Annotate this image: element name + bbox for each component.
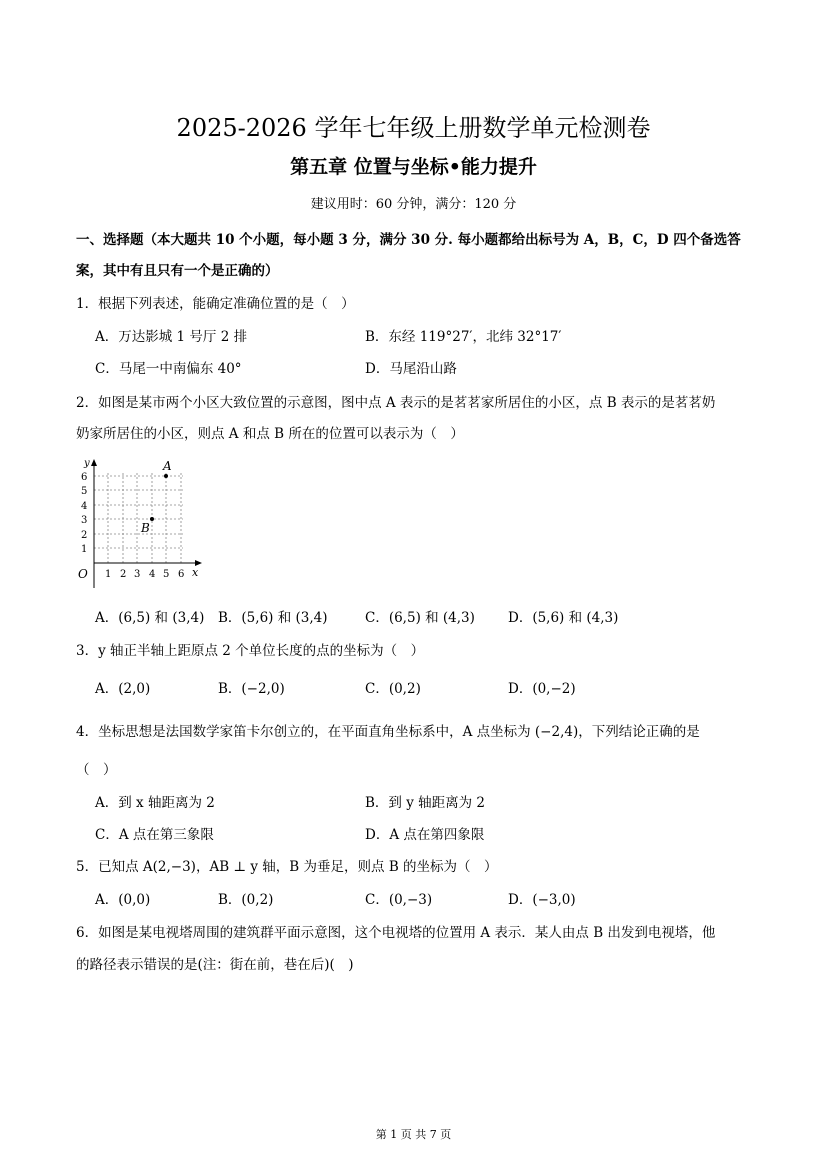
- y-tick-label: 3: [81, 515, 88, 526]
- x-tick-label: 5: [163, 569, 170, 580]
- origin-label: O: [78, 567, 88, 581]
- q1-option-b: B．东经 119°27′，北纬 32°17′: [365, 329, 562, 345]
- point-b-label: B: [141, 521, 150, 535]
- q1-option-d: D．马尾沿山路: [365, 361, 457, 377]
- question-4-stem-line2: （ ）: [76, 762, 117, 778]
- q3-option-d: D．(0,−2): [508, 681, 576, 697]
- point-a-dot: [164, 474, 168, 478]
- section-heading-line1: 一、选择题（本大题共 10 个小题，每小题 3 分，满分 30 分. 每小题都给出标号为 A，B，C，D 四个备选答: [76, 232, 741, 248]
- x-tick-label: 4: [149, 569, 156, 580]
- point-a-label: A: [163, 459, 172, 473]
- question-4-stem-line1: 4．坐标思想是法国数学家笛卡尔创立的，在平面直角坐标系中，A 点坐标为 (−2,4)，下列结论正确的是: [76, 724, 700, 740]
- coordinate-figure: [70, 452, 210, 592]
- q4-option-c: C．A 点在第三象限: [95, 827, 214, 843]
- q3-option-a: A．(2,0): [95, 681, 151, 697]
- q5-option-b: B．(0,2): [218, 892, 274, 908]
- q3-option-b: B．(−2,0): [218, 681, 285, 697]
- y-axis-arrow: [91, 459, 97, 466]
- question-3-stem: 3．y 轴正半轴上距原点 2 个单位长度的点的坐标为（ ）: [76, 643, 425, 659]
- y-tick-label: 6: [81, 472, 88, 483]
- x-tick-label: 2: [120, 569, 127, 580]
- q2-option-b: B．(5,6) 和 (3,4): [218, 610, 328, 626]
- question-1-stem: 1．根据下列表述，能确定准确位置的是（ ）: [76, 296, 355, 312]
- q5-option-a: A．(0,0): [95, 892, 151, 908]
- y-tick-label: 4: [81, 501, 88, 512]
- x-tick-label: 3: [134, 569, 141, 580]
- time-score-info: 建议用时：60 分钟，满分：120 分: [310, 197, 517, 212]
- page-footer: 第 1 页 共 7 页: [375, 1128, 452, 1141]
- q4-option-a: A．到 x 轴距离为 2: [95, 795, 215, 811]
- question-2-stem-line1: 2．如图是某市两个小区大致位置的示意图，图中点 A 表示的是茗茗家所居住的小区，点 B 表示的是茗茗奶: [76, 395, 716, 411]
- y-tick-label: 5: [81, 486, 88, 497]
- q1-option-c: C．马尾一中南偏东 40°: [95, 361, 242, 377]
- q2-option-a: A．(6,5) 和 (3,4): [95, 610, 205, 626]
- question-5-stem: 5．已知点 A(2,−3)，AB ⊥ y 轴，B 为垂足，则点 B 的坐标为（ ）: [76, 859, 498, 875]
- y-axis-label: y: [84, 458, 90, 469]
- x-tick-label: 1: [105, 569, 112, 580]
- question-6-stem-line2: 的路径表示错误的是(注：街在前，巷在后)( ): [76, 957, 354, 973]
- q3-option-c: C．(0,2): [365, 681, 421, 697]
- q5-option-c: C．(0,−3): [365, 892, 433, 908]
- q4-option-b: B．到 y 轴距离为 2: [365, 795, 486, 811]
- x-axis-label: x: [192, 566, 199, 579]
- q5-option-d: D．(−3,0): [508, 892, 576, 908]
- question-6-stem-line1: 6．如图是某电视塔周围的建筑群平面示意图，这个电视塔的位置用 A 表示．某人由点 B 出发到电视塔，他: [76, 925, 716, 941]
- grid-lines: [94, 472, 183, 563]
- chapter-subtitle: 第五章 位置与坐标•能力提升: [290, 156, 537, 178]
- q4-option-d: D．A 点在第四象限: [365, 827, 485, 843]
- x-tick-label: 6: [178, 569, 185, 580]
- point-b-dot: [150, 517, 154, 521]
- section-heading-line2: 案，其中有且只有一个是正确的）: [76, 263, 279, 279]
- q2-option-c: C．(6,5) 和 (4,3): [365, 610, 475, 626]
- question-2-stem-line2: 奶家所居住的小区，则点 A 和点 B 所在的位置可以表示为（ ）: [76, 426, 464, 442]
- y-tick-label: 1: [81, 544, 88, 555]
- q2-option-d: D．(5,6) 和 (4,3): [508, 610, 619, 626]
- page-title: 2025-2026 学年七年级上册数学单元检测卷: [176, 114, 651, 142]
- q1-option-a: A．万达影城 1 号厅 2 排: [95, 329, 248, 345]
- y-tick-label: 2: [81, 530, 88, 541]
